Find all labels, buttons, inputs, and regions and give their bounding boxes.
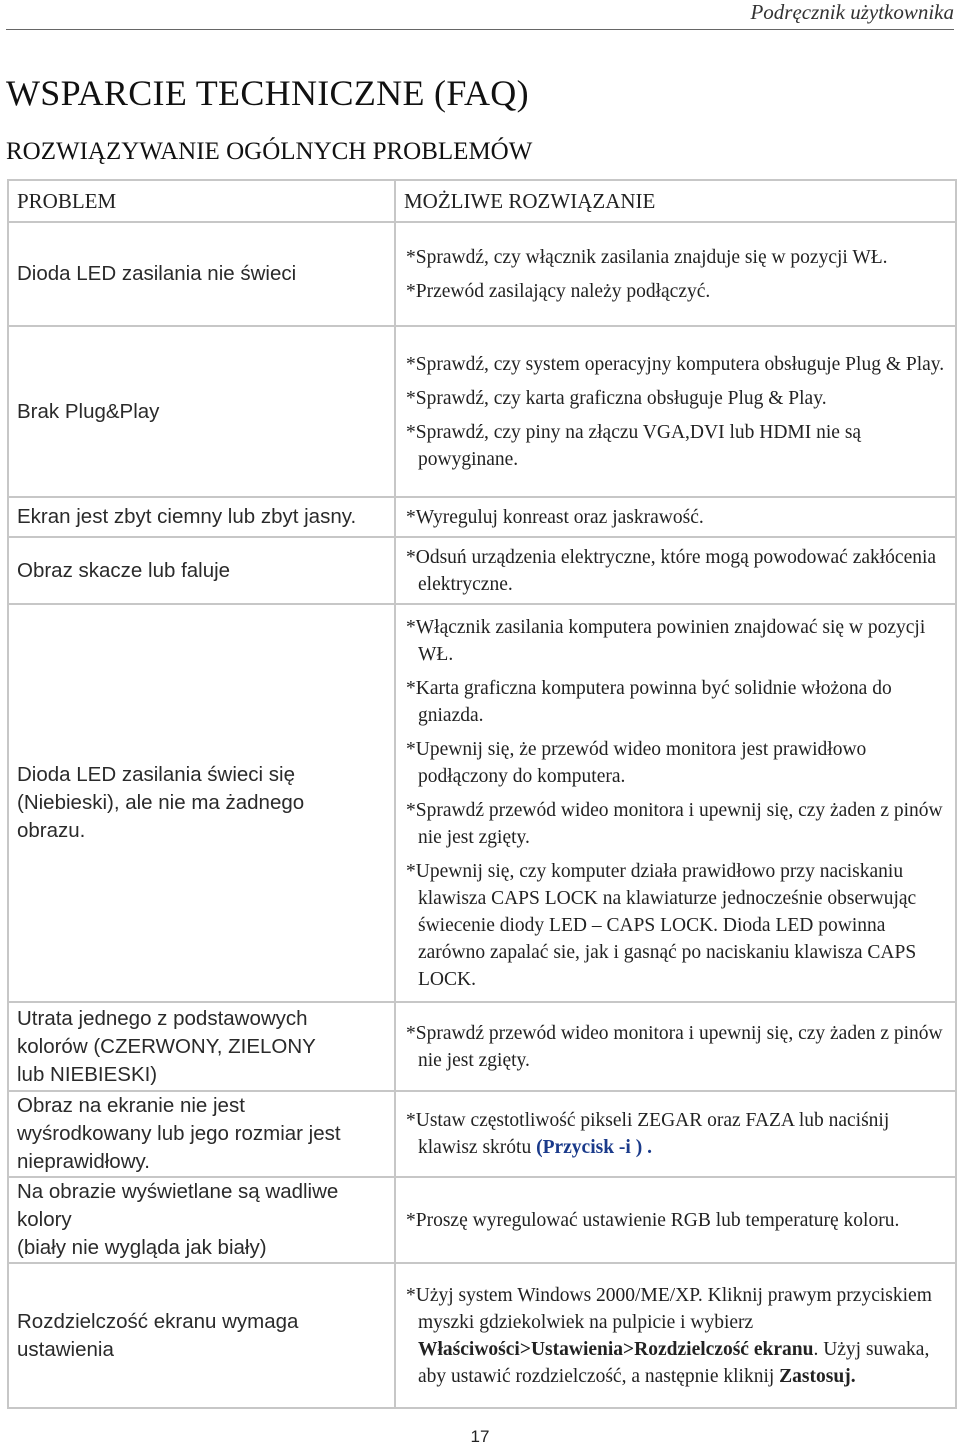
solution-item: *Sprawdź, czy system operacyjny komputera obsługuje Plug & Play. — [406, 353, 945, 375]
solution-item: *Sprawdź, czy karta graficzna obsługuje Plug & Play. — [406, 387, 827, 409]
page-title: WSPARCIE TECHNICZNE (FAQ) — [6, 73, 529, 113]
solution-item: *Sprawdź przewód wideo monitora i upewnij się, czy żaden z pinów nie jest zgięty. — [406, 799, 943, 848]
problem-cell — [8, 1263, 395, 1408]
table-row — [8, 1263, 956, 1408]
problem-text: Dioda LED zasilania nie świeci — [17, 262, 297, 285]
solution-item: *Wyreguluj konreast oraz jaskrawość. — [406, 506, 704, 528]
problem-text-line: ustawienia — [17, 1337, 114, 1361]
solution-item: *Upewnij się, że przewód wideo monitora jest prawidłowo podłączony do komputera. — [406, 738, 867, 787]
problem-text-line: obrazu. — [17, 819, 86, 842]
solution-item: *Przewód zasilający należy podłączyć. — [406, 280, 711, 302]
table-row — [8, 537, 956, 604]
solution-cell — [395, 1091, 956, 1177]
problem-text-line: Na obrazie wyświetlane są wadliwe — [17, 1180, 339, 1203]
problem-text-line: (Niebieski), ale nie ma żadnego — [17, 791, 305, 814]
solution-cell — [395, 1002, 956, 1091]
solution-item: *Sprawdź, czy piny na złączu VGA,DVI lub HDMI nie są powyginane. — [406, 421, 862, 470]
solution-cell — [395, 497, 956, 537]
problem-cell — [8, 1002, 395, 1091]
shortcut-key-label: (Przycisk -i ) . — [536, 1137, 652, 1158]
faq-table — [7, 179, 957, 1409]
solution-cell — [395, 222, 956, 326]
problem-text-line: lub NIEBIESKI) — [17, 1062, 158, 1086]
solution-item: *Sprawdź, czy włącznik zasilania znajduje się w pozycji WŁ. — [406, 246, 888, 268]
problem-text-line: (biały nie wygląda jak biały) — [17, 1236, 267, 1259]
header-problem: PROBLEM — [8, 180, 395, 222]
problem-text: Ekran jest zbyt ciemny lub zbyt jasny. — [17, 505, 357, 528]
solution-item: *Upewnij się, czy komputer działa prawidłowo przy naciskaniu klawisza CAPS LOCK na klawiaturze jednocześnie obserwując świecenie diody LED – CAPS LOCK. Dioda LED powinna zarówno zapalać sie, jak i gasnąć po naciskaniu klawisza CAPS LOCK. — [406, 860, 917, 990]
running-header: Podręcznik użytkownika — [750, 0, 954, 24]
problem-text: Brak Plug&Play — [17, 399, 160, 423]
problem-cell — [8, 1177, 395, 1263]
solution-item: *Karta graficzna komputera powinna być solidnie włożona do gniazda. — [406, 677, 892, 726]
header-solution: MOŻLIWE ROZWIĄZANIE — [395, 180, 956, 222]
problem-text-line: Dioda LED zasilania świeci się — [17, 763, 296, 786]
table-row — [8, 222, 956, 326]
table-row — [8, 1002, 956, 1091]
solution-item: *Włącznik zasilania komputera powinien znajdować się w pozycji WŁ. — [406, 616, 926, 665]
solution-item: *Użyj system Windows 2000/ME/XP. Kliknij prawym przyciskiem myszki gdziekolwiek na pulpicie i wybierz Właściwości>Ustawienia>Rozdzielczość ekranu. Użyj suwaka, aby ustawić rozdzielczość, a następnie kliknij Zastosuj. — [406, 1284, 932, 1387]
solution-cell — [395, 537, 956, 604]
problem-text-line: kolorów (CZERWONY, ZIELONY — [17, 1034, 316, 1058]
problem-cell — [8, 604, 395, 1002]
solution-item: *Proszę wyregulować ustawienie RGB lub temperaturę koloru. — [406, 1209, 900, 1231]
problem-text-line: Rozdzielczość ekranu wymaga — [17, 1309, 299, 1333]
header-rule — [6, 29, 954, 30]
problem-text-line: kolory — [17, 1208, 72, 1231]
table-row — [8, 604, 956, 1002]
problem-cell — [8, 497, 395, 537]
page-number: 17 — [470, 1427, 490, 1446]
section-title: ROZWIĄZYWANIE OGÓLNYCH PROBLEMÓW — [6, 138, 533, 165]
solution-item: *Odsuń urządzenia elektryczne, które mogą powodować zakłócenia elektryczne. — [406, 546, 937, 595]
problem-text-line: nieprawidłowy. — [17, 1150, 150, 1173]
problem-text-line: wyśrodkowany lub jego rozmiar jest — [17, 1122, 341, 1145]
table-header-row — [8, 180, 956, 222]
problem-cell — [8, 1091, 395, 1177]
problem-text-line: Obraz na ekranie nie jest — [17, 1094, 245, 1117]
problem-cell — [8, 326, 395, 497]
problem-cell — [8, 537, 395, 604]
table-row — [8, 326, 956, 497]
problem-text: Obraz skacze lub faluje — [17, 558, 231, 582]
problem-text-line: Utrata jednego z podstawowych — [17, 1006, 308, 1030]
solution-item: *Ustaw częstotliwość pikseli ZEGAR oraz FAZA lub naciśnij klawisz skrótu (Przycisk -i ) . — [406, 1110, 890, 1158]
table-row — [8, 497, 956, 537]
problem-cell — [8, 222, 395, 326]
solution-cell — [395, 1177, 956, 1263]
table-row — [8, 1177, 956, 1263]
solution-cell — [395, 326, 956, 497]
solution-cell — [395, 604, 956, 1002]
table-row — [8, 1091, 956, 1177]
solution-item: *Sprawdź przewód wideo monitora i upewnij się, czy żaden z pinów nie jest zgięty. — [406, 1022, 943, 1071]
solution-cell — [395, 1263, 956, 1408]
